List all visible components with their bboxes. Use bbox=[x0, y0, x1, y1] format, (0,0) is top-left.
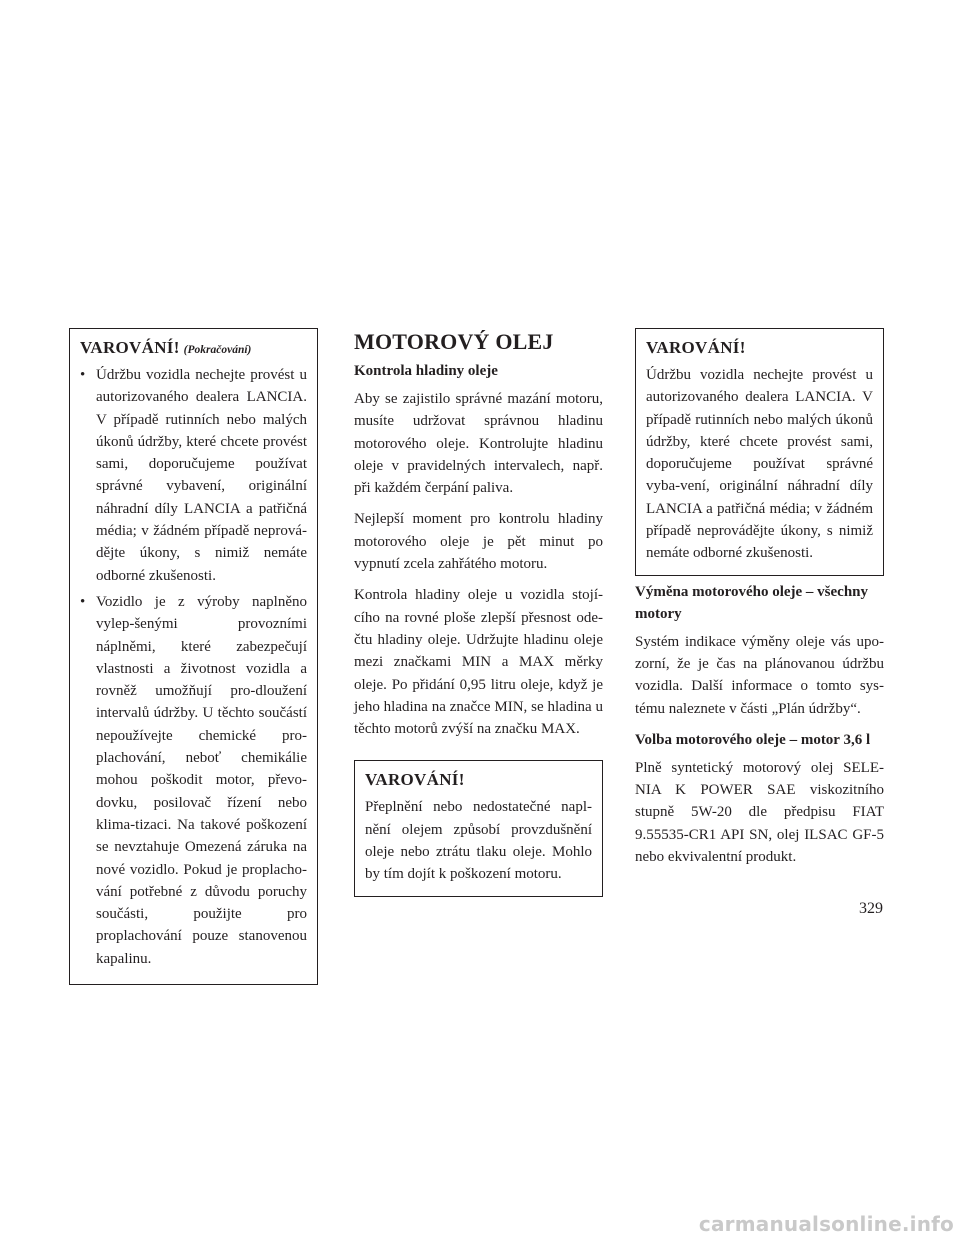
warning-box-maintenance bbox=[635, 328, 884, 576]
warning-bullet-text: Údržbu vozidla nechejte provést u autorizovaného dealera LANCIA. V případě rutinních nebo malých úkonů údržby, které chcete provést sami, doporučujeme používat správné vybavení, originální náhradní díly LANCIA a patřičná média; v žádném případě neprová-dějte úkony, s nimiž nemáte odborné zkušenosti. bbox=[96, 367, 307, 584]
warning-text: Přeplnění nebo nedostatečné napl-nění olejem způsobí provzdušnění oleje nebo ztrátu tlaku oleje. Mohlo by tím dojít k poškození motoru. bbox=[365, 799, 592, 883]
column-left bbox=[69, 328, 318, 985]
warning-continued-label: (Pokračování) bbox=[183, 344, 252, 356]
subheading-oil-change: Výměna motorového oleje – všechny motory bbox=[635, 583, 869, 622]
page-number: 329 bbox=[859, 900, 883, 917]
body-paragraph: Nejlepší moment pro kontrolu hladiny motorového oleje je pět minut po vypnutí zcela zahřátého motoru. bbox=[354, 511, 603, 573]
subheading-oil-selection: Volba motorového oleje – motor 3,6 l bbox=[635, 731, 871, 748]
warning-title: VAROVÁNÍ! bbox=[646, 338, 746, 357]
body-paragraph: Kontrola hladiny oleje u vozidla stojí-cího na rovné ploše zlepší přesnost ode-čtu hladiny oleje. Udržujte hladinu oleje mezi značkami MIN a MAX měrky oleje. Po přidání 0,95 litru oleje, když je jeho hladina na značce MIN, se hladina u těchto motorů zvýší na značku MAX. bbox=[354, 587, 603, 738]
warning-bullet-item bbox=[80, 591, 307, 970]
column-right bbox=[635, 328, 884, 877]
warning-title bbox=[80, 338, 307, 358]
watermark-text: carmanualsonline.info bbox=[698, 1212, 954, 1236]
section-title: MOTOROVÝ OLEJ bbox=[354, 329, 554, 354]
bullet-icon: • bbox=[80, 367, 86, 383]
warning-bullet-text: Vozidlo je z výroby naplněno vylep-šenými provozními náplněmi, které zabezpečují vlastnosti a životnost vozidla a rovněž umožňují pro-dloužení intervalů údržby. U těchto součástí nepoužívejte chemické pro-plachování, neboť chemikálie mohou poškodit motor, převo-dovku, posilovač řízení nebo klima-tizaci. Na takové poškození se nevztahuje Omezená záruka na nové vozidlo. Pokud je proplacho-vání potřebné z důvodu poruchy součásti, použijte pro proplachování pouze stanovenou kapalinu. bbox=[96, 593, 307, 967]
body-paragraph: Plně syntetický motorový olej SELE-NIA K POWER SAE viskozitního stupně 5W-20 dle předpisu FIAT 9.55535-CR1 API SN, olej ILSAC GF-5 nebo ekvivalentní produkt. bbox=[635, 759, 884, 866]
warning-box-overfill bbox=[354, 760, 603, 896]
warning-title-text: VAROVÁNÍ! bbox=[80, 338, 180, 357]
warning-bullet-item bbox=[80, 364, 307, 587]
column-middle bbox=[354, 328, 603, 897]
body-paragraph: Aby se zajistilo správné mazání motoru, musíte udržovat správnou hladinu motorového oleje. Kontrolujte hladinu oleje v pravidelných intervalech, např. při každém čerpání paliva. bbox=[354, 391, 603, 497]
warning-text: Údržbu vozidla nechejte provést u autorizovaného dealera LANCIA. V případě rutinních nebo malých úkonů údržby, které chcete provést sami, doporučujeme používat správné vyba-vení, originální náhradní díly LANCIA a patřičná média; v žádném případě neprovádějte úkony, s nimiž nemáte odborné zkušenosti. bbox=[646, 367, 873, 562]
body-paragraph: Systém indikace výměny oleje vás upo-zorní, že je čas na plánovanou údržbu vozidla. Další informace o tomto sys-tému naleznete v části „Plán údržby“. bbox=[635, 633, 884, 717]
bullet-icon: • bbox=[80, 593, 86, 610]
warning-title: VAROVÁNÍ! bbox=[365, 770, 465, 790]
warning-box-continued bbox=[69, 328, 318, 985]
subheading-oil-level-check: Kontrola hladiny oleje bbox=[354, 363, 498, 379]
warning-bullet-list bbox=[80, 364, 307, 970]
